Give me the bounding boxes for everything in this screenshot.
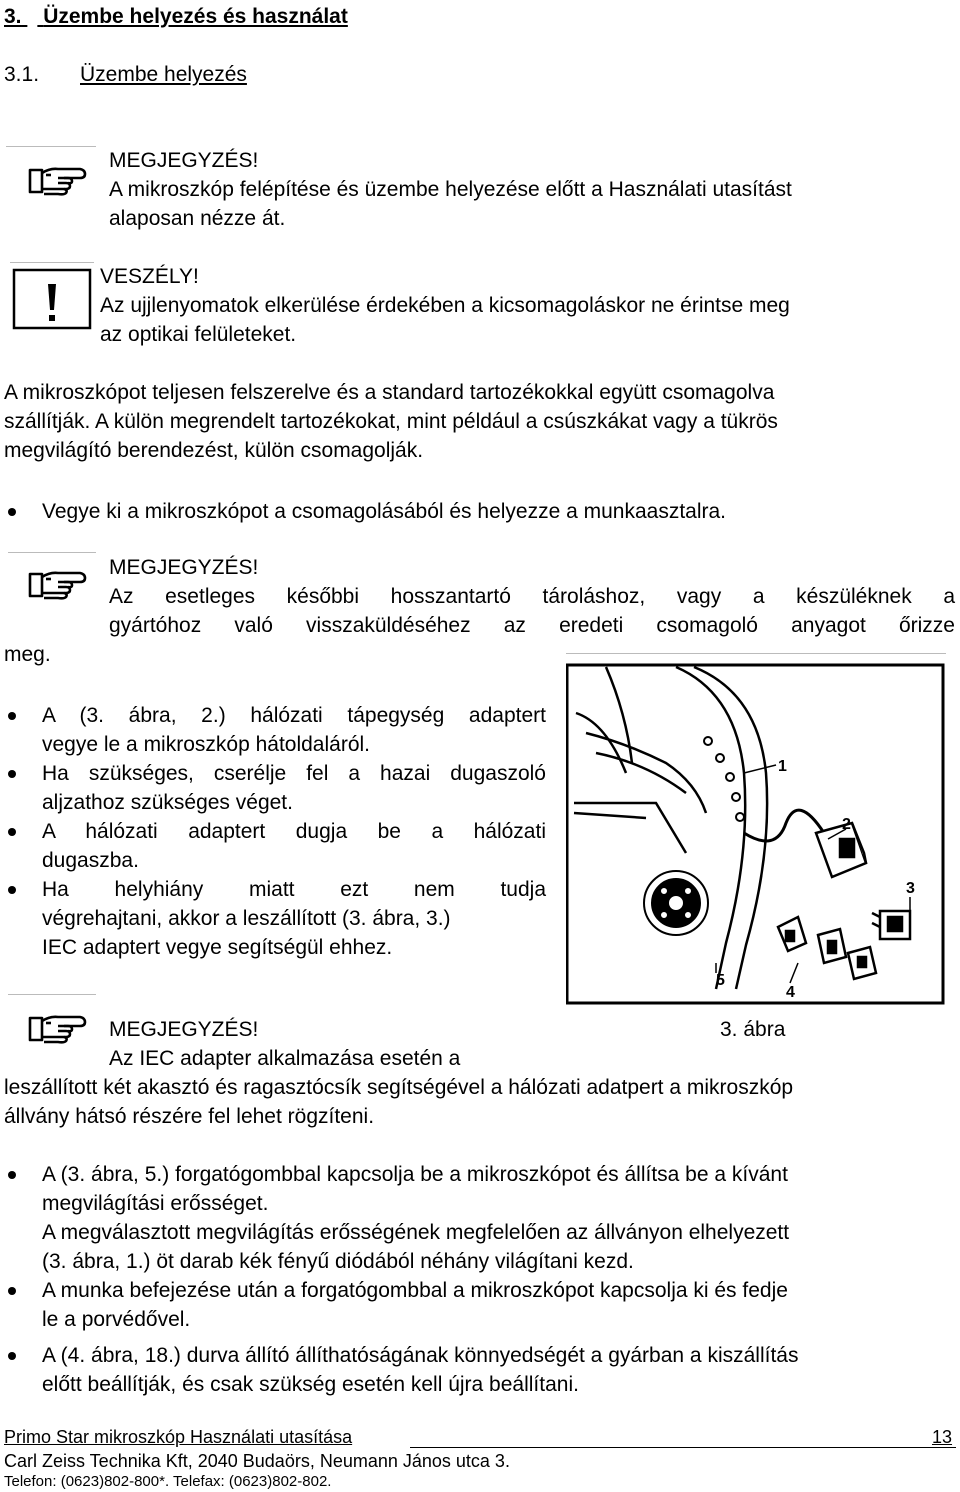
- footer-company: Carl Zeiss Technika Kft, 2040 Budaörs, Neumann János utca 3.: [4, 1451, 510, 1471]
- note3-title: MEGJEGYZÉS!: [109, 1018, 259, 1041]
- figure-label-4: 4: [786, 984, 795, 1001]
- bullet-dot: [8, 1287, 16, 1295]
- bullet3-2-line-2: le a porvédővel.: [42, 1308, 191, 1331]
- bullet2-3-line-1: A hálózati adaptert dugja be a hálózati: [42, 820, 546, 843]
- bullet2-4-line-2: végrehajtani, akkor a leszállított (3. ábra, 3.): [42, 907, 451, 930]
- bullet-dot: [8, 770, 16, 778]
- figure-caption: 3. ábra: [720, 1018, 786, 1041]
- bullet2-4-line-1: Ha helyhiány miatt ezt nem tudja: [42, 878, 546, 901]
- para1-line-1: A mikroszkópot teljesen felszerelve és a standard tartozékokkal együtt csomagolva: [4, 381, 775, 404]
- bullet-dot: [8, 1171, 16, 1179]
- section-number: 3.: [4, 5, 22, 28]
- figure-label-5: 5: [716, 972, 725, 989]
- note3-line-3: állvány hátsó részére fel lehet rögzíteni.: [4, 1105, 375, 1128]
- note3-line-2: leszállított két akasztó és ragasztócsík segítségével a hálózati adatpert a mikroszkóp: [4, 1076, 794, 1099]
- figure-label-1: 1: [778, 758, 787, 775]
- note2-line-2: gyártóhoz való visszaküldéséhez az eredeti csomagoló anyagot őrizze: [109, 614, 955, 637]
- microscope-adapter-drawing: [566, 653, 946, 1005]
- pointing-hand-icon: [8, 994, 96, 1060]
- bullet3-1-line-3: A megválasztott megvilágítás erősségének megfelelően az állványon elhelyezett: [42, 1221, 790, 1244]
- bullet2-4-line-3: IEC adaptert vegye segítségül ehhez.: [42, 936, 393, 959]
- bullet2-2-line-1: Ha szükséges, cserélje fel a hazai dugaszoló: [42, 762, 546, 785]
- bullet2-1-line-2: vegye le a mikroszkóp hátoldaláról.: [42, 733, 371, 756]
- footer-contact: Telefon: (0623)802-800*. Telefax: (0623)802-802.: [4, 1473, 332, 1490]
- note2-title: MEGJEGYZÉS!: [109, 556, 259, 579]
- bullet-dot: [8, 712, 16, 720]
- note2-icon-box: [8, 552, 96, 618]
- pointing-hand-icon: [8, 552, 96, 618]
- bullet2-3-line-2: dugaszba.: [42, 849, 139, 872]
- section-heading: [4, 2, 348, 31]
- bullet2-1-line-1: A (3. ábra, 2.) hálózati tápegység adaptert: [42, 704, 546, 727]
- para1-line-3: megvilágító berendezést, külön csomagolják.: [4, 439, 424, 462]
- footer-rule: [410, 1447, 956, 1448]
- note3-icon-box: [8, 994, 96, 1060]
- note1-line-1: A mikroszkóp felépítése és üzembe helyezése előtt a Használati utasítást: [109, 178, 792, 201]
- subsection-title: Üzembe helyezés: [80, 63, 247, 86]
- bullet-dot: [8, 1352, 16, 1360]
- bullet3-1-line-2: megvilágítási erősséget.: [42, 1192, 269, 1215]
- bullet3-1-line-1: A (3. ábra, 5.) forgatógombbal kapcsolja be a mikroszkópot és állítsa be a kívánt: [42, 1163, 788, 1186]
- bullet-dot: [8, 508, 16, 516]
- note2-line-1: Az esetleges későbbi hosszantartó tároláshoz, vagy a készüléknek a: [109, 585, 955, 608]
- bullet2-2-line-2: aljzathoz szükséges véget.: [42, 791, 293, 814]
- danger-title: VESZÉLY!: [100, 265, 199, 288]
- subsection-heading: [4, 60, 39, 89]
- pointing-hand-icon: [6, 146, 96, 212]
- section-title: Üzembe helyezés és használat: [43, 5, 348, 28]
- note1-title: MEGJEGYZÉS!: [109, 149, 259, 172]
- danger-icon-box: [10, 262, 94, 332]
- figure-label-2: 2: [842, 816, 851, 833]
- bullet3-2-line-1: A munka befejezése után a forgatógombbal a mikroszkópot kapcsolja ki és fedje: [42, 1279, 788, 1302]
- note1-line-2: alaposan nézze át.: [109, 207, 286, 230]
- note3-line-1: Az IEC adapter alkalmazása esetén a: [109, 1047, 461, 1070]
- bullet3-1-line-4: (3. ábra, 1.) öt darab kék fényű diódából néhány világítani kezd.: [42, 1250, 634, 1273]
- bullet1-text: Vegye ki a mikroszkópot a csomagolásából és helyezze a munkaasztalra.: [42, 500, 727, 523]
- note1-icon-box: [6, 146, 96, 212]
- footer-page-number: 13: [932, 1427, 953, 1447]
- note2-tail: meg.: [4, 643, 51, 666]
- footer-title: Primo Star mikroszkóp Használati utasítása: [4, 1427, 353, 1447]
- subsection-number: 3.1.: [4, 63, 40, 86]
- para1-line-2: szállítják. A külön megrendelt tartozékokat, mint például a csúszkákat vagy a tükrös: [4, 410, 778, 433]
- bullet3-3-line-2: előtt beállítják, és csak szükség esetén kell újra beállítani.: [42, 1373, 579, 1396]
- danger-line-1: Az ujjlenyomatok elkerülése érdekében a kicsomagoláskor ne érintse meg: [100, 294, 790, 317]
- exclamation-icon: [10, 262, 94, 332]
- bullet3-3-line-1: A (4. ábra, 18.) durva állító állíthatóságának könnyedségét a gyárban a kiszállítás: [42, 1344, 799, 1367]
- bullet-dot: [8, 886, 16, 894]
- figure-3: [566, 653, 946, 1005]
- bullet-dot: [8, 828, 16, 836]
- figure-label-3: 3: [906, 880, 915, 897]
- danger-line-2: az optikai felületeket.: [100, 323, 297, 346]
